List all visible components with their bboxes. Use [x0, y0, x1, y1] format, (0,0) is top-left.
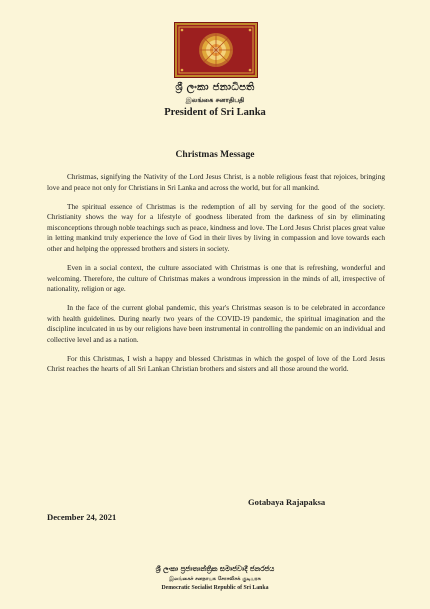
paragraph: Christmas, signifying the Nativity of the Lord Jesus Christ, is a noble religious feast that rejoices, bringing love and peace not only for Christians in Sri Lanka and across the world, but for all mankind. [47, 172, 385, 192]
office-title-tamil: இலங்கை சனாதிபதி [185, 96, 245, 104]
paragraph: In the face of the current global pandemic, this year's Christmas season is to be celebrated in accordance with health guidelines. During nearly two years of the COVID-19 pandemic, the spiritual imagination and the discipline inculcated in us by our religions have been instrumental in controlling the pandemic on an individual and collective level and as a nation. [47, 303, 385, 344]
office-title-english: President of Sri Lanka [164, 107, 266, 118]
footer-sinhala: ශ්‍රී ලංකා ප්‍රජාතාන්ත්‍රික සමාජවාදී ජනරජය [155, 565, 275, 573]
paragraph: For this Christmas, I wish a happy and blessed Christmas in which the gospel of love of the Lord Jesus Christ reaches the hearts of all Sri Lankan Christian brothers and sisters and all those around the world. [47, 353, 385, 374]
footer-english: Democratic Socialist Republic of Sri Lanka [161, 585, 269, 591]
message-body [47, 172, 385, 383]
message-title: Christmas Message [175, 150, 255, 160]
paragraph: The spiritual essence of Christmas is the redemption of all by serving for the good of the society. Christianity shows the way for a lifestyle of goodness liberated from the darkness of sin by eliminating misconceptions through noble teachings such as peace, kindness and love. The Lord Jesus Christ places great value in letting mankind truly experience the love of God in their lives by living in compassion and love towards each other and helping the oppressed brothers and sisters in society. [47, 201, 385, 253]
footer-tamil: இலங்கைச் சனநாயக சோசலிசக் குடியரசு [169, 576, 261, 582]
office-title-sinhala: ශ්‍රී ලංකා ජනාධිපති [175, 82, 255, 93]
signer-name: Gotabaya Rajapaksa [248, 497, 326, 507]
presidential-emblem-icon [174, 22, 258, 78]
message-date: December 24, 2021 [47, 512, 117, 522]
paragraph: Even in a social context, the culture associated with Christmas is one that is refreshing, wonderful and welcoming. Therefore, the culture of Christmas makes a wondrous impression in the minds of all, irrespective of nationality, religion or age. [47, 262, 385, 294]
